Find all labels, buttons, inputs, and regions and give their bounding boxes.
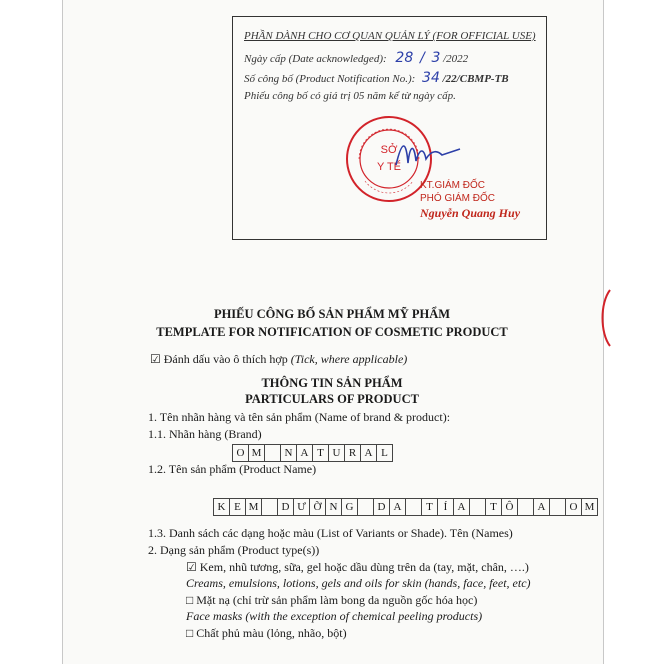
brand-letter-box: O	[232, 444, 249, 462]
date-month: 3	[431, 50, 441, 66]
product-letter-box: E	[229, 498, 246, 516]
item-2-label: 2. Dạng sản phẩm (Product type(s))	[148, 543, 320, 557]
brand-letter-box: N	[280, 444, 297, 462]
signer-title-2: PHÓ GIÁM ĐỐC	[420, 193, 496, 204]
product-letter-box: A	[389, 498, 406, 516]
product-letter-box	[517, 498, 534, 516]
number-suffix: /22/CBMP-TB	[442, 73, 509, 85]
checked-box-icon: ☑	[150, 352, 161, 366]
empty-box-icon: □	[186, 593, 194, 607]
brand-letter-box: T	[312, 444, 329, 462]
section-title-vi: THÔNG TIN SẢN PHẨM	[261, 376, 403, 390]
brand-letter-box: R	[344, 444, 361, 462]
product-letter-box: A	[533, 498, 550, 516]
type-2-vi: Mặt nạ (chỉ trừ sản phẩm làm bong da nguồn gốc hóa học)	[196, 593, 478, 607]
empty-box-icon: □	[186, 626, 194, 640]
validity-note: Phiếu công bố có giá trị 05 năm kể từ ngày cấp.	[244, 90, 456, 102]
brand-letter-box: U	[328, 444, 345, 462]
product-letter-box	[357, 498, 374, 516]
brand-letter-box: A	[360, 444, 377, 462]
type-2-row	[186, 593, 477, 608]
form-title-en: TEMPLATE FOR NOTIFICATION OF COSMETIC PRODUCT	[156, 325, 508, 339]
brand-letter-box	[264, 444, 281, 462]
product-letter-box: O	[565, 498, 582, 516]
product-letter-box	[549, 498, 566, 516]
product-letter-box: Í	[437, 498, 454, 516]
product-letter-box: T	[485, 498, 502, 516]
svg-text:SỞ: SỞ	[380, 144, 398, 156]
brand-letter-boxes	[233, 444, 393, 462]
product-letter-box: Ô	[501, 498, 518, 516]
product-letter-box: M	[245, 498, 262, 516]
signer-name: Nguyễn Quang Huy	[420, 206, 521, 220]
product-letter-box: M	[581, 498, 598, 516]
product-letter-box: Ỡ	[309, 498, 326, 516]
checked-box-icon: ☑	[186, 560, 197, 574]
type-3-vi: Chất phủ màu (lỏng, nhão, bột)	[196, 626, 347, 640]
type-1-vi: Kem, nhũ tương, sữa, gel hoặc dầu dùng trên da (tay, mặt, chân, ….)	[199, 560, 529, 574]
date-year: /2022	[443, 53, 469, 65]
product-letter-box: N	[325, 498, 342, 516]
brand-letter-box: A	[296, 444, 313, 462]
product-letter-box: D	[373, 498, 390, 516]
product-letter-box: Ư	[293, 498, 310, 516]
item-1-3-label: 1.3. Danh sách các dạng hoặc màu (List of Variants or Shade). Tên (Names)	[148, 526, 513, 540]
brand-letter-box: L	[376, 444, 393, 462]
signature	[392, 135, 462, 175]
tick-instruction: ☑ Đánh dấu vào ô thích hợp (Tick, where applicable)	[150, 352, 408, 366]
svg-text:Y TẾ: Y TẾ	[376, 161, 402, 173]
official-header: PHẦN DÀNH CHO CƠ QUAN QUẢN LÝ (FOR OFFICIAL USE)	[244, 30, 536, 42]
type-2-en: Face masks (with the exception of chemical peeling products)	[186, 609, 483, 623]
type-1-row	[186, 560, 529, 575]
notification-number	[244, 70, 509, 86]
type-1-en: Creams, emulsions, lotions, gels and oils for skin (hands, face, feet, etc)	[186, 576, 531, 590]
section-title-en: PARTICULARS OF PRODUCT	[245, 392, 419, 406]
number-value: 34	[422, 70, 440, 86]
date-label: Ngày cấp (Date acknowledged):	[244, 53, 387, 65]
item-1-1-label: 1.1. Nhãn hàng (Brand)	[148, 427, 262, 441]
product-letter-box	[469, 498, 486, 516]
product-letter-box: G	[341, 498, 358, 516]
brand-letter-box: M	[248, 444, 265, 462]
number-label: Số công bố (Product Notification No.):	[244, 73, 416, 85]
type-3-row	[186, 626, 347, 641]
product-letter-box	[261, 498, 278, 516]
item-1-2-label: 1.2. Tên sản phẩm (Product Name)	[148, 462, 317, 476]
product-name-letter-boxes	[214, 498, 598, 516]
product-letter-box	[405, 498, 422, 516]
product-letter-box: D	[277, 498, 294, 516]
date-acknowledged: Ngày cấp (Date acknowledged): 28 / 3 /2022	[244, 50, 469, 66]
product-letter-box: A	[453, 498, 470, 516]
date-day: 28	[395, 50, 414, 66]
form-title-vi: PHIẾU CÔNG BỐ SẢN PHẨM MỸ PHẨM	[213, 307, 451, 321]
item-1-label: 1. Tên nhãn hàng và tên sản phẩm (Name of brand & product):	[148, 410, 451, 424]
product-letter-box: K	[213, 498, 230, 516]
product-letter-box: T	[421, 498, 438, 516]
signer-title-1: KT.GIÁM ĐỐC	[420, 180, 486, 191]
